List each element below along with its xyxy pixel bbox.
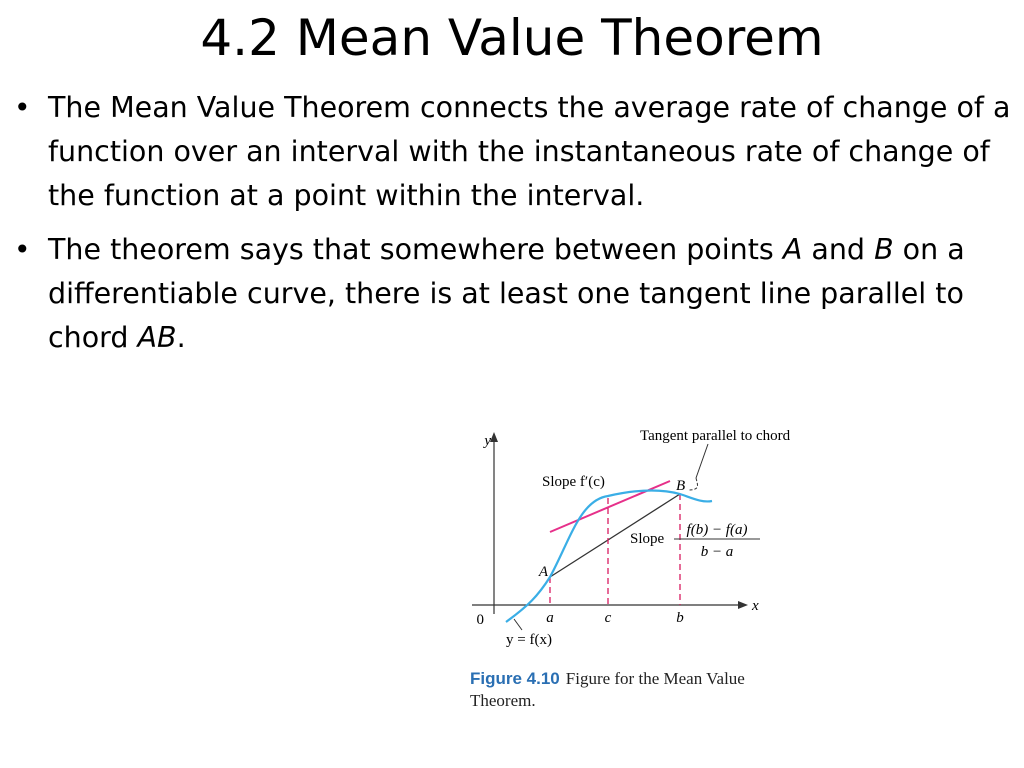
tick-label-c: c: [604, 610, 612, 626]
slope-numerator: f(b) − f(a): [686, 522, 748, 538]
mvt-diagram: [462, 418, 822, 658]
tick-label-a: a: [546, 610, 554, 626]
chord-ab-ref: AB: [137, 321, 177, 354]
point-a-ref: A: [782, 233, 803, 266]
point-a-label: A: [538, 564, 548, 580]
slope-word: Slope: [630, 531, 665, 547]
caption-text: Figure for the Mean Value Theorem.: [470, 669, 745, 710]
tangent-note: Tangent parallel to chord: [640, 428, 791, 444]
mvt-figure: [462, 418, 822, 718]
bullet-dot: •: [14, 91, 31, 124]
y-axis-arrow: [490, 432, 498, 442]
tangent-note-curl: [688, 478, 698, 490]
origin-label: 0: [476, 612, 484, 628]
bullet-list: [10, 86, 1018, 370]
bullet-item: [10, 86, 1018, 218]
slope-denominator: b − a: [700, 544, 734, 560]
curve-label: y = f(x): [506, 632, 552, 648]
point-b-label: B: [676, 478, 686, 494]
figure-number: Figure 4.10: [470, 669, 560, 688]
point-b-ref: B: [874, 233, 894, 266]
bullet-text: The theorem says that somewhere between points A and B on a differentiable curve, there is at least one tangent line parallel to chord AB.: [48, 233, 965, 354]
tangent-note-leader: [696, 444, 708, 478]
function-curve: [506, 490, 712, 622]
bullet-dot: •: [14, 233, 31, 266]
x-axis-label: x: [752, 598, 759, 614]
bullet-item: [10, 228, 1018, 360]
bullet-text: The Mean Value Theorem connects the average rate of change of a function over an interval with the instantaneous rate of change of the function at a point within the interval.: [48, 91, 1011, 212]
figure-caption: [470, 668, 810, 712]
slope-fc-label: Slope f′(c): [542, 474, 605, 490]
slide-title: 4.2 Mean Value Theorem: [200, 9, 824, 67]
x-axis-arrow: [738, 601, 748, 609]
y-axis-label: y: [484, 433, 491, 449]
curve-label-leader: [514, 619, 522, 630]
tick-label-b: b: [676, 610, 684, 626]
